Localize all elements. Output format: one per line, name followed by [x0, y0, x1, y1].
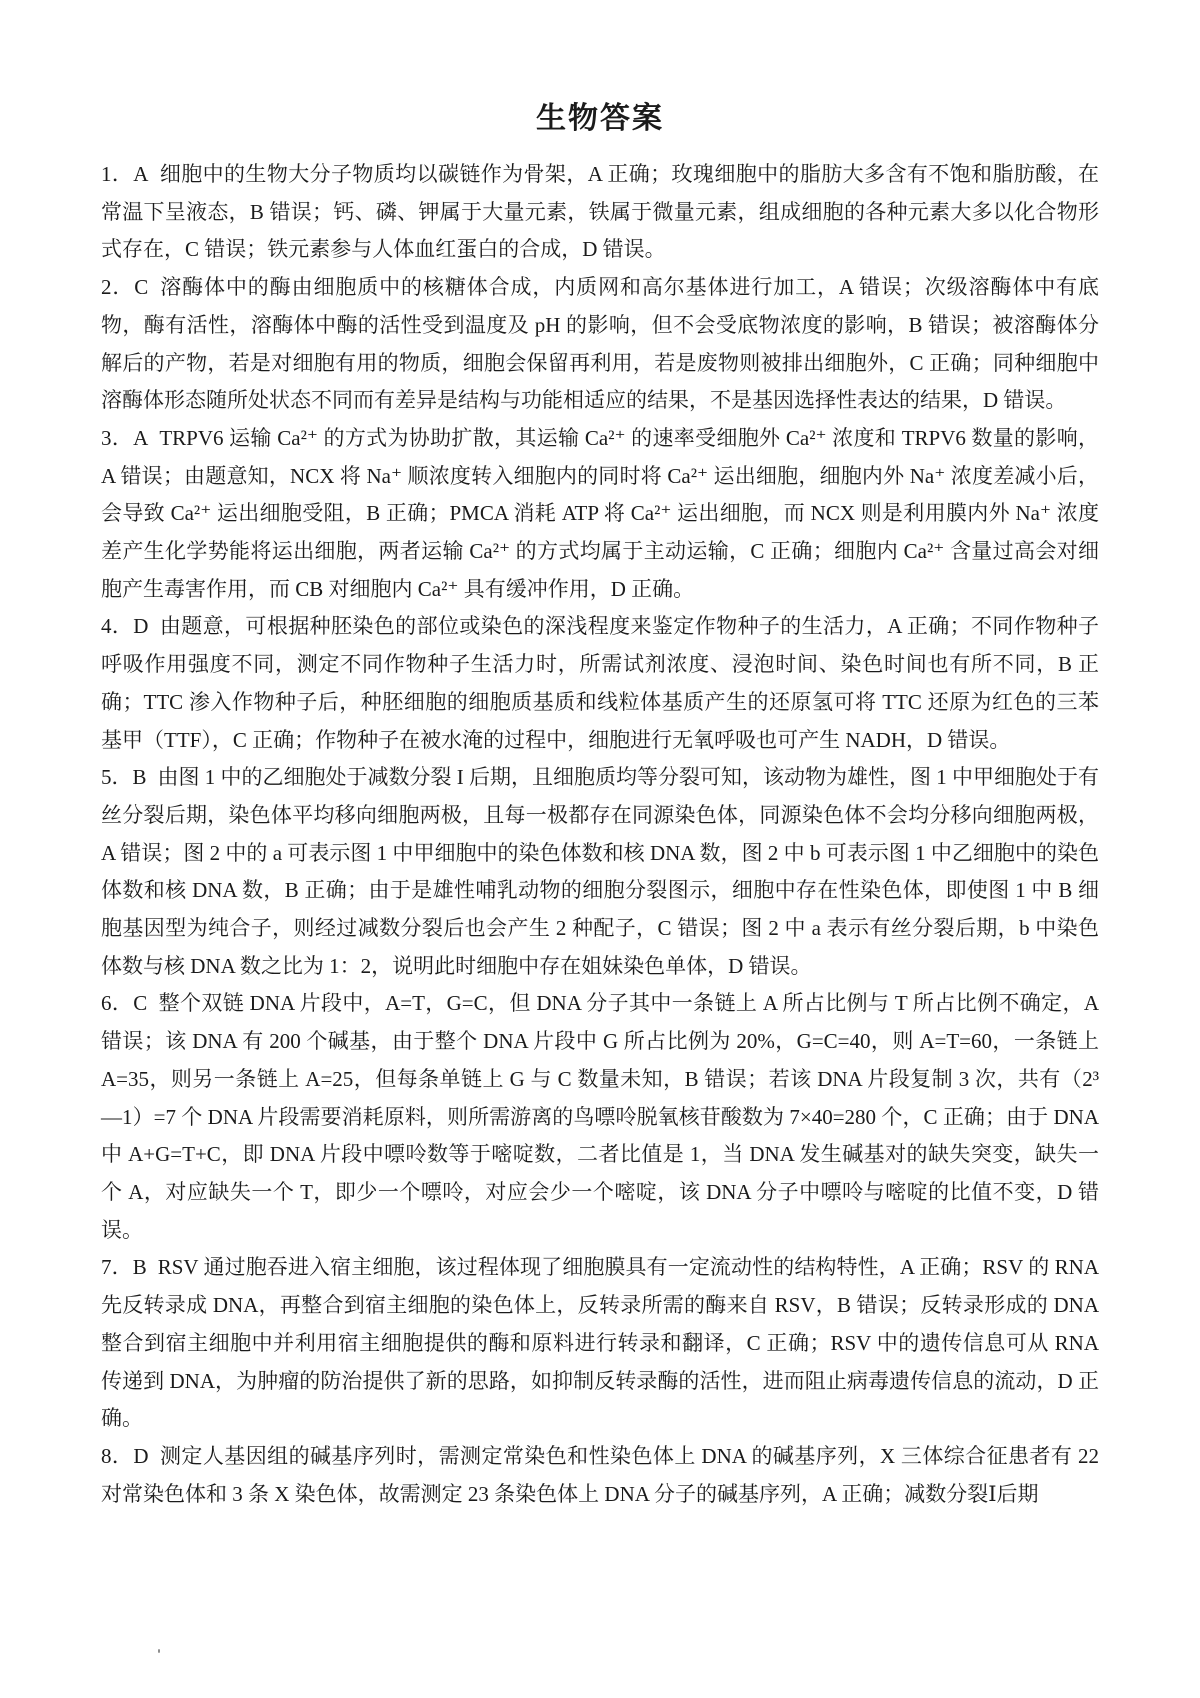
answer-number: 8．: [101, 1443, 134, 1468]
answer-number: 4．: [101, 614, 134, 639]
answer-letter: C: [133, 991, 148, 1016]
answer-number: 2．: [101, 275, 135, 300]
answer-item-7: [101, 1249, 1099, 1438]
scan-artifact-dot: [158, 1649, 160, 1653]
answer-text: RSV 通过胞吞进入宿主细胞，该过程体现了细胞膜具有一定流动性的结构特性，A 正确；RSV 的 RNA 先反转录成 DNA，再整合到宿主细胞的染色体上，反转录所需的酶来自 RSV，B 错误；反转录形成的 DNA 整合到宿主细胞中并利用宿主细胞提供的酶和原料进行转录和翻译，C 正确；RSV 中的遗传信息可从 RNA 传递到 DNA，为肿瘤的防治提供了新的思路，如抑制反转录酶的活性，进而阻止病毒遗传信息的流动，D 正确。: [101, 1255, 1099, 1431]
answer-item-5: [101, 759, 1099, 985]
answer-item-1: [101, 156, 1099, 269]
answer-text: 由题意，可根据种胚染色的部位或染色的深浅程度来鉴定作物种子的生活力，A 正确；不同作物种子呼吸作用强度不同，测定不同作物种子生活力时，所需试剂浓度、浸泡时间、染色时间也有所不同，B 正确；TTC 渗入作物种子后，种胚细胞的细胞质基质和线粒体基质产生的还原氢可将 TTC 还原为红色的三苯基甲（TTF），C 正确；作物种子在被水淹的过程中，细胞进行无氧呼吸也可产生 NADH，D 错误。: [101, 614, 1099, 752]
answer-number: 1．: [101, 162, 134, 186]
answer-letter: B: [132, 765, 147, 790]
answer-letter: A: [133, 162, 149, 186]
answer-text: 细胞中的生物大分子物质均以碳链作为骨架，A 正确；玫瑰细胞中的脂肪大多含有不饱和脂肪酸，在常温下呈液态，B 错误；钙、磷、钾属于大量元素，铁属于微量元素，组成细胞的各种元素大多以化合物形式存在，C 错误；铁元素参与人体血红蛋白的合成，D 错误。: [101, 162, 1099, 262]
answer-list: [0, 156, 1200, 1513]
answer-letter: A: [133, 425, 149, 450]
answer-item-3: [101, 420, 1099, 609]
answer-letter: B: [132, 1255, 147, 1280]
answer-text: 测定人基因组的碱基序列时，需测定常染色和性染色体上 DNA 的碱基序列，X 三体综合征患者有 22 对常染色体和 3 条 X 染色体，故需测定 23 条染色体上 DNA 分子的碱基序列，A 正确；减数分裂Ⅰ后期: [101, 1443, 1100, 1506]
answer-letter: D: [133, 1443, 149, 1468]
page-title: 生物答案: [536, 102, 664, 135]
answer-number: 3．: [101, 425, 134, 450]
answer-text: TRPV6 运输 Ca²⁺ 的方式为协助扩散，其运输 Ca²⁺ 的速率受细胞外 Ca²⁺ 浓度和 TRPV6 数量的影响，A 错误；由题意知，NCX 将 Na⁺ 顺浓度转入细胞内的同时将 Ca²⁺ 运出细胞，细胞内外 Na⁺ 浓度差减小后，会导致 Ca²⁺ 运出细胞受阻，B 正确；PMCA 消耗 ATP 将 Ca²⁺ 运出细胞，而 NCX 则是利用膜内外 Na⁺ 浓度差产生化学势能将运出细胞，两者运输 Ca²⁺ 的方式均属于主动运输，C 正确；细胞内 Ca²⁺ 含量过高会对细胞产生毒害作用，而 CB 对细胞内 Ca²⁺ 具有缓冲作用，D 正确。: [101, 425, 1100, 601]
answer-text: 溶酶体中的酶由细胞质中的核糖体合成，内质网和高尔基体进行加工，A 错误；次级溶酶体中有底物，酶有活性，溶酶体中酶的活性受到温度及 pH 的影响，但不会受底物浓度的影响，B 错误；被溶酶体分解后的产物，若是对细胞有用的物质，细胞会保留再利用，若是废物则被排出细胞外，C 正确；同种细胞中溶酶体形态随所处状态不同而有差异是结构与功能相适应的结果，不是基因选择性表达的结果，D 错误。: [101, 275, 1099, 413]
answer-letter: D: [133, 614, 149, 639]
answer-text: 整个双链 DNA 片段中，A=T，G=C，但 DNA 分子其中一条链上 A 所占比例与 T 所占比例不确定，A 错误；该 DNA 有 200 个碱基，由于整个 DNA 片段中 G 所占比例为 20%，G=C=40，则 A=T=60，一条链上 A=35，则另一条链上 A=25，但每条单链上 G 与 C 数量未知，B 错误；若该 DNA 片段复制 3 次，共有（2³—1）=7 个 DNA 片段需要消耗原料，则所需游离的鸟嘌呤脱氧核苷酸数为 7×40=280 个，C 正确；由于 DNA 中 A+G=T+C，即 DNA 片段中嘌呤数等于嘧啶数，二者比值是 1，当 DNA 发生碱基对的缺失突变，缺失一个 A，对应缺失一个 T，即少一个嘌呤，对应会少一个嘧啶，该 DNA 分子中嘌呤与嘧啶的比值不变，D 错误。: [101, 991, 1099, 1242]
answer-letter: C: [134, 275, 149, 300]
answer-item-2: [101, 269, 1099, 420]
answer-number: 7．: [101, 1255, 133, 1280]
answer-item-4: [101, 608, 1099, 759]
answer-number: 6．: [101, 991, 134, 1016]
answer-text: 由图 1 中的乙细胞处于减数分裂 I 后期，且细胞质均等分裂可知，该动物为雄性，图 1 中甲细胞处于有丝分裂后期，染色体平均移向细胞两极，且每一极都存在同源染色体，同源染色体不会均分移向细胞两极，A 错误；图 2 中的 a 可表示图 1 中甲细胞中的染色体数和核 DNA 数，图 2 中 b 可表示图 1 中乙细胞中的染色体数和核 DNA 数，B 正确；由于是雄性哺乳动物的细胞分裂图示，细胞中存在性染色体，即使图 1 中 B 细胞基因型为纯合子，则经过减数分裂后也会产生 2 种配子，C 错误；图 2 中 a 表示有丝分裂后期，b 中染色体数与核 DNA 数之比为 1：2，说明此时细胞中存在姐妹染色单体，D 错误。: [101, 765, 1100, 978]
answer-item-8: [101, 1438, 1099, 1513]
answer-item-6: [101, 985, 1099, 1249]
answer-number: 5．: [101, 765, 133, 790]
